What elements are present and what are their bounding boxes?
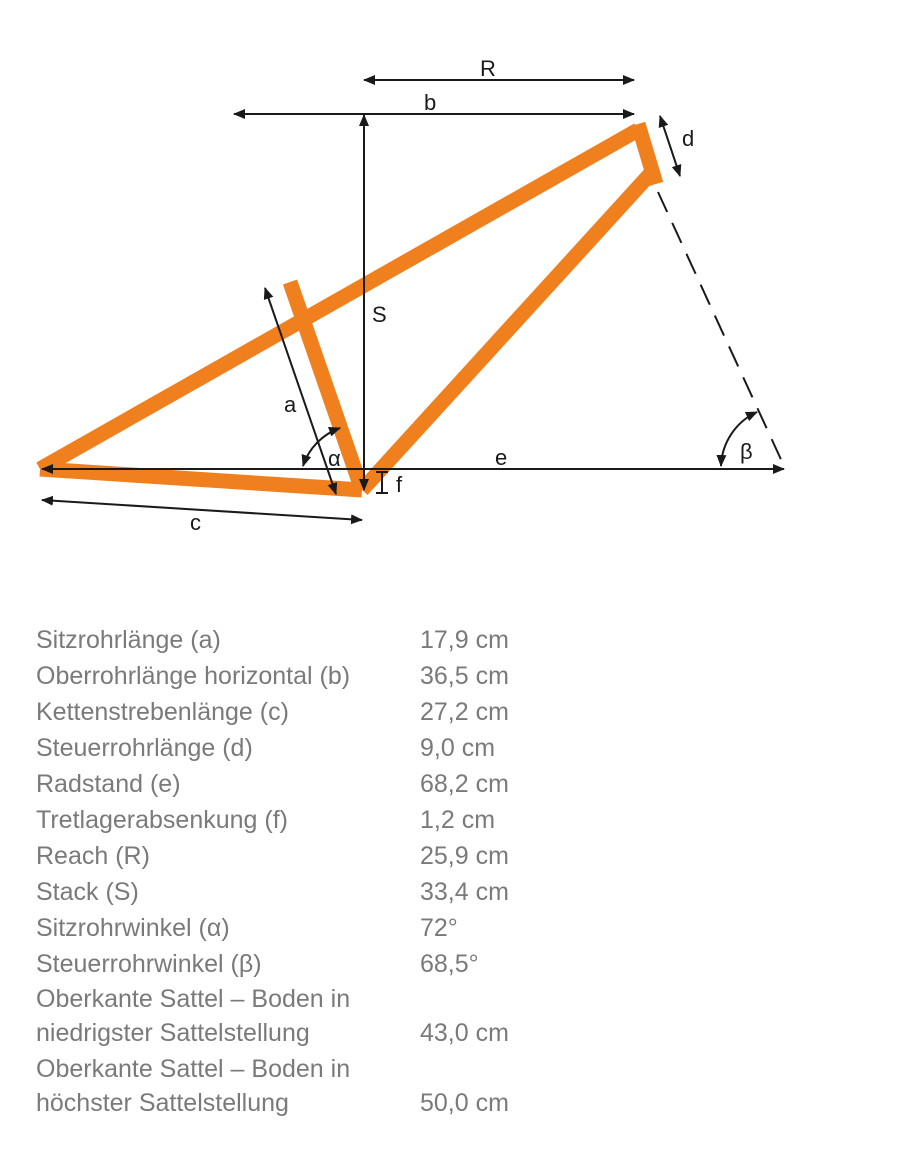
down-tube [362,172,652,490]
spec-row [36,1052,636,1120]
spec-row [36,838,636,874]
spec-row [36,766,636,802]
label-e: e [495,445,508,470]
spec-row [36,982,636,1050]
spec-value: 1,2 cm [420,806,496,834]
dimension-c [42,500,362,520]
label-f: f [396,472,403,497]
label-alpha: α [328,446,341,471]
spec-name: Steuerrohrwinkel (β) [36,950,262,978]
spec-name-line1: Oberkante Sattel – Boden in [36,985,351,1013]
spec-value: 17,9 cm [420,626,509,654]
spec-value: 33,4 cm [420,878,509,906]
spec-value: 43,0 cm [420,1019,509,1047]
label-b: b [424,90,437,115]
spec-name: Kettenstrebenlänge (c) [36,698,289,726]
spec-row [36,658,636,694]
spec-name: Tretlagerabsenkung (f) [36,806,288,834]
label-R: R [480,56,496,81]
spec-value: 68,2 cm [420,770,509,798]
dimension-d [660,116,680,176]
spec-value: 50,0 cm [420,1089,509,1117]
spec-value: 72° [420,914,458,942]
chain-stay [40,469,362,490]
label-a: a [284,392,297,417]
label-c: c [190,510,201,535]
spec-name: Oberrohrlänge horizontal (b) [36,662,351,690]
spec-row [36,622,636,658]
spec-name-line2: höchster Sattelstellung [36,1089,289,1117]
spec-row [36,910,636,946]
spec-row [36,802,636,838]
spec-row [36,694,636,730]
spec-name-line2: niedrigster Sattelstellung [36,1019,310,1047]
geometry-spec-table [36,622,636,1122]
spec-name [36,1052,420,1120]
spec-row [36,730,636,766]
steering-axis-dashed [658,192,784,466]
spec-name: Steuerrohrlänge (d) [36,734,253,762]
label-S: S [372,302,387,327]
spec-row [36,874,636,910]
spec-name: Sitzrohrwinkel (α) [36,914,230,942]
label-d: d [682,126,695,151]
spec-name [36,982,420,1050]
spec-name: Sitzrohrlänge (a) [36,626,221,654]
spec-value: 27,2 cm [420,698,509,726]
label-beta: β [740,439,753,464]
bike-frame [40,124,656,490]
spec-name: Radstand (e) [36,770,181,798]
spec-value: 25,9 cm [420,842,509,870]
spec-value: 68,5° [420,950,479,978]
spec-value: 9,0 cm [420,734,496,762]
spec-name: Stack (S) [36,878,139,906]
spec-row [36,946,636,982]
spec-value: 36,5 cm [420,662,509,690]
spec-name-line1: Oberkante Sattel – Boden in [36,1055,351,1083]
spec-name: Reach (R) [36,842,150,870]
